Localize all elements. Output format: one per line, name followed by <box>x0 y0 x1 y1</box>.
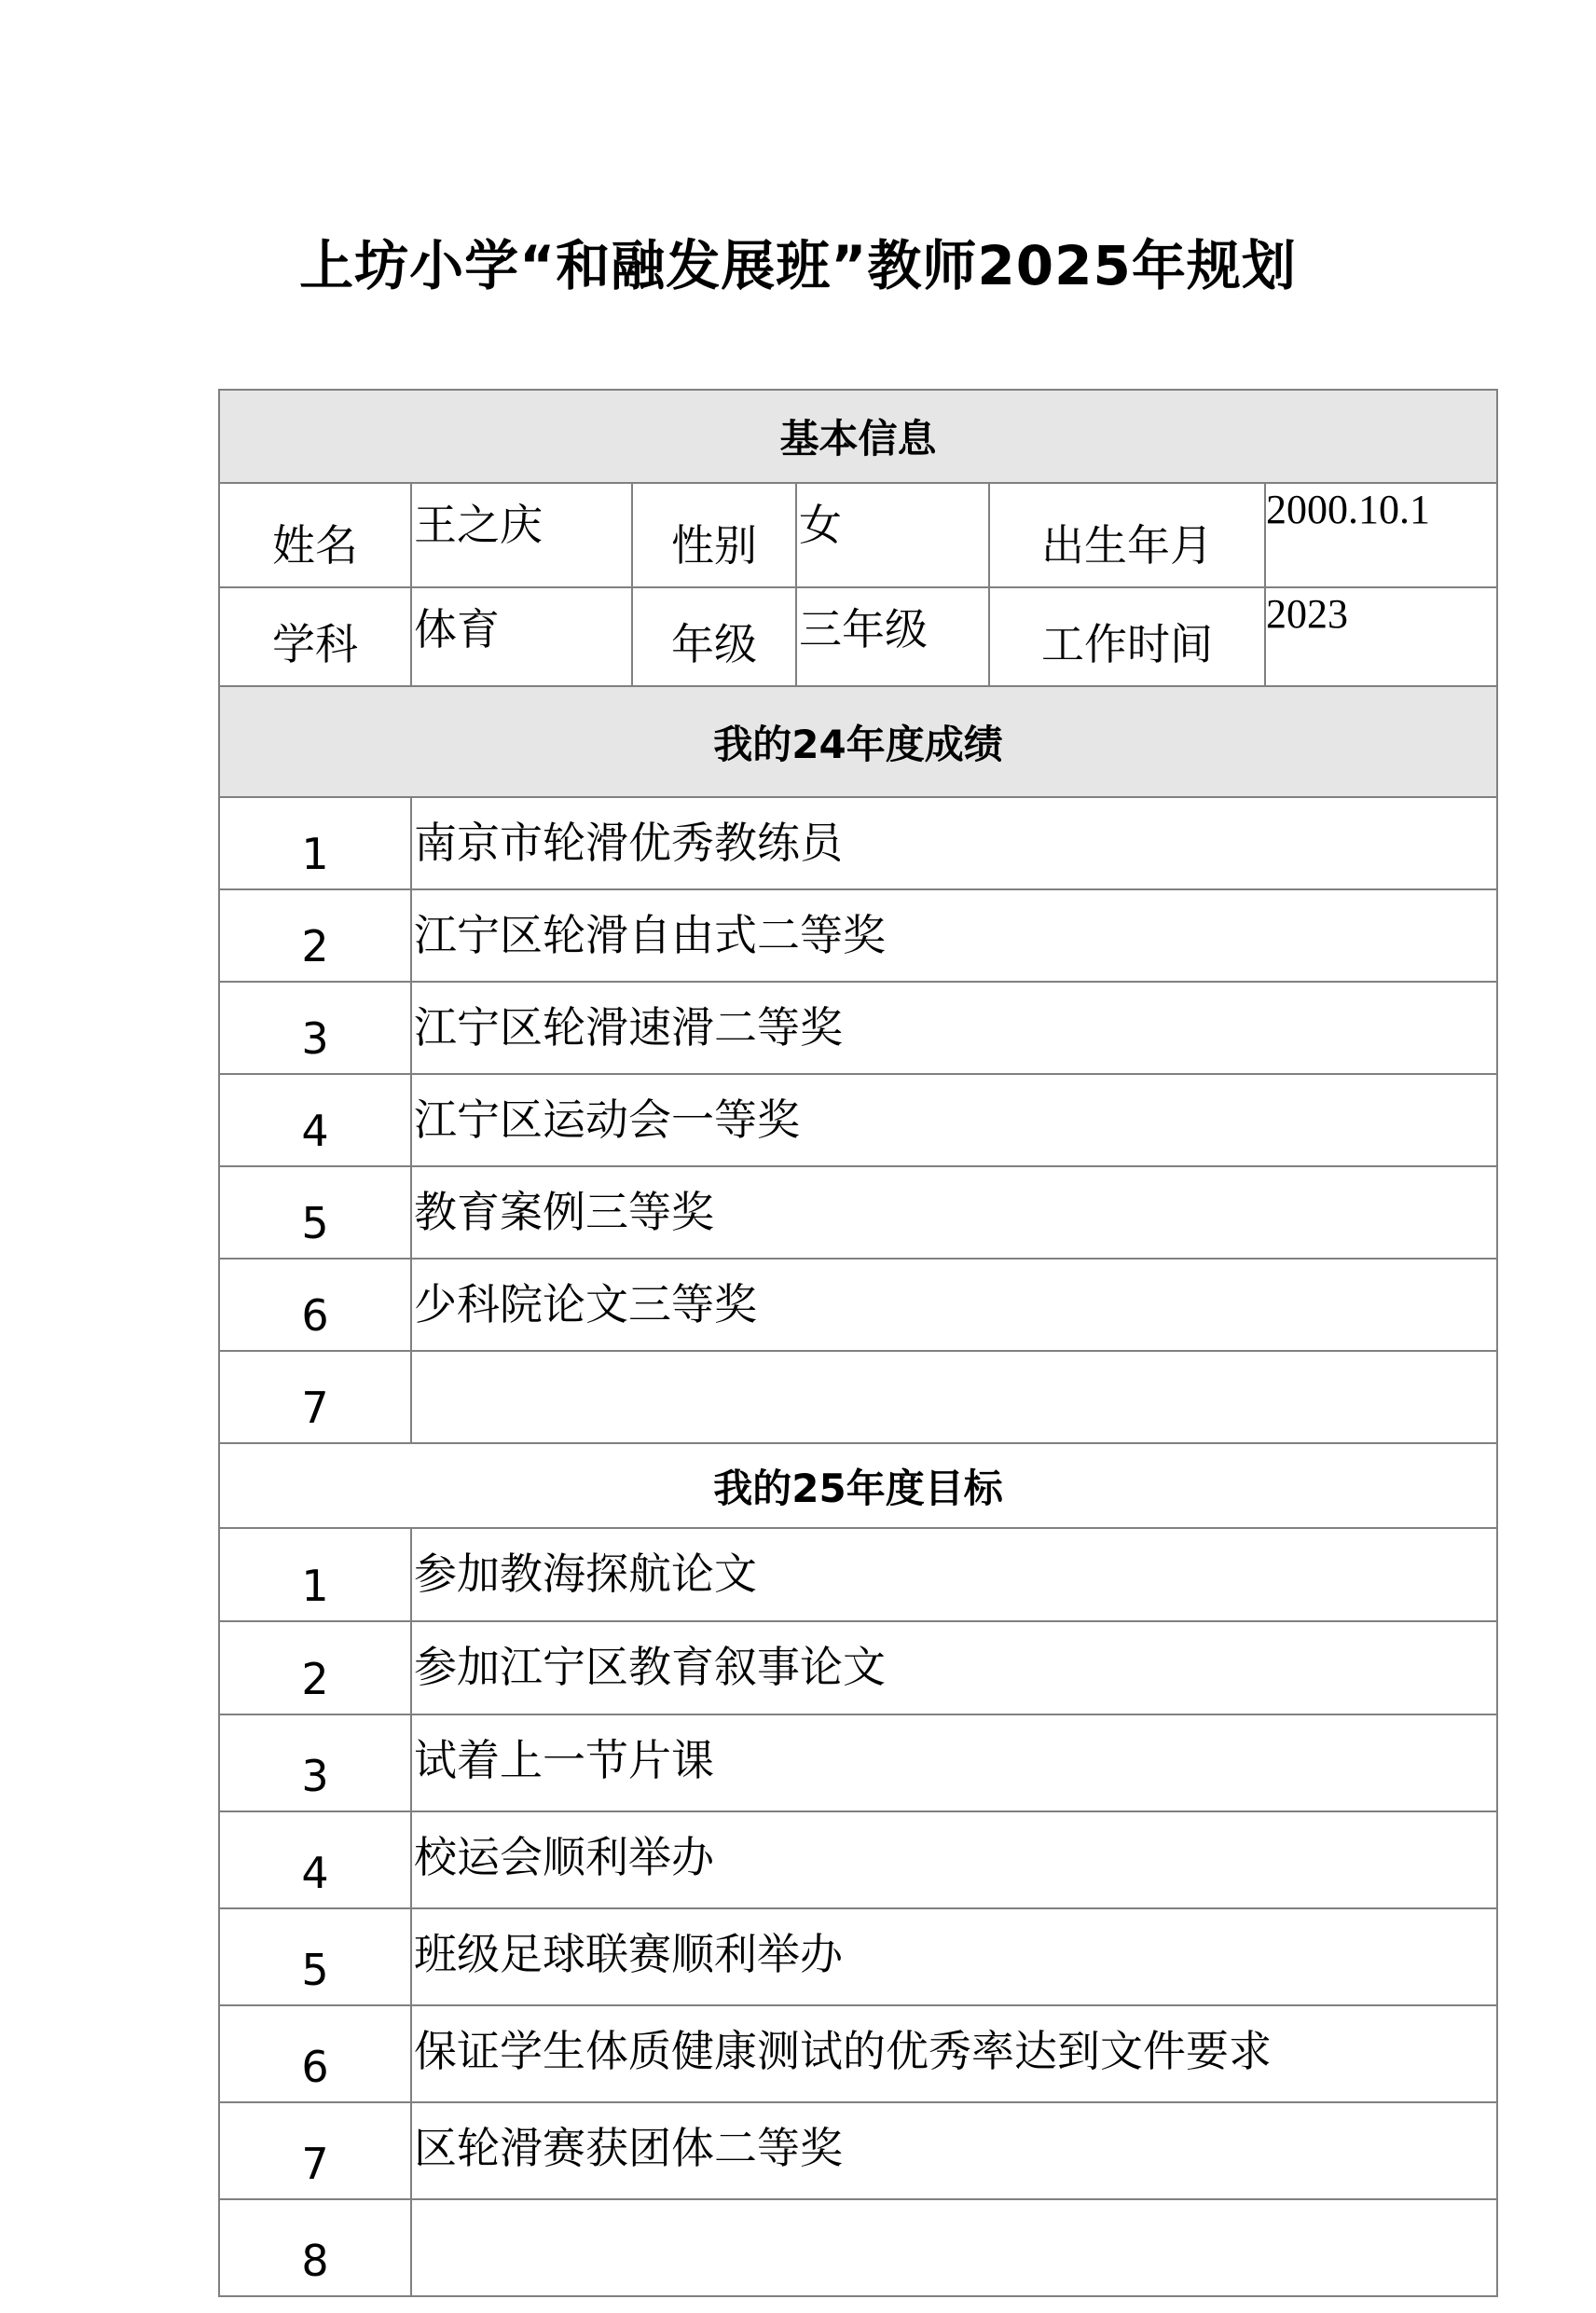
subject-value: 体育 <box>411 587 632 686</box>
achievement-number: 6 <box>219 1259 411 1351</box>
achievement-item: 江宁区轮滑速滑二等奖 <box>411 982 1497 1074</box>
goal-item: 试着上一节片课 <box>411 1714 1497 1811</box>
gender-value: 女 <box>796 483 989 587</box>
worktime-label: 工作时间 <box>989 587 1265 686</box>
goals-header: 我的25年度目标 <box>219 1443 1497 1528</box>
goal-number: 2 <box>219 1621 411 1714</box>
goal-number: 8 <box>219 2199 411 2296</box>
achievement-number: 4 <box>219 1074 411 1166</box>
goal-number: 4 <box>219 1811 411 1908</box>
achievement-number: 7 <box>219 1351 411 1443</box>
achievement-item: 南京市轮滑优秀教练员 <box>411 797 1497 889</box>
goal-item: 校运会顺利举办 <box>411 1811 1497 1908</box>
achievement-number: 5 <box>219 1166 411 1259</box>
goal-number: 3 <box>219 1714 411 1811</box>
achievement-number: 3 <box>219 982 411 1074</box>
achievement-item: 教育案例三等奖 <box>411 1166 1497 1259</box>
achievement-item: 江宁区轮滑自由式二等奖 <box>411 889 1497 982</box>
goal-number: 7 <box>219 2102 411 2199</box>
document-title: 上坊小学“和融发展班”教师2025年规划 <box>299 234 1297 297</box>
gender-label: 性别 <box>632 483 796 587</box>
subject-label: 学科 <box>219 587 411 686</box>
name-label: 姓名 <box>219 483 411 587</box>
achievement-number: 2 <box>219 889 411 982</box>
basic-info-header: 基本信息 <box>219 390 1497 483</box>
name-value: 王之庆 <box>411 483 632 587</box>
achievement-item: 江宁区运动会一等奖 <box>411 1074 1497 1166</box>
worktime-value: 2023 <box>1265 587 1497 686</box>
goal-item: 班级足球联赛顺利举办 <box>411 1908 1497 2005</box>
goal-number: 1 <box>219 1528 411 1621</box>
birth-label: 出生年月 <box>989 483 1265 587</box>
plan-table <box>218 389 1498 2297</box>
achievement-item: 少科院论文三等奖 <box>411 1259 1497 1351</box>
goal-item: 保证学生体质健康测试的优秀率达到文件要求 <box>411 2005 1497 2102</box>
goal-number: 5 <box>219 1908 411 2005</box>
birth-value: 2000.10.1 <box>1265 483 1497 587</box>
grade-label: 年级 <box>632 587 796 686</box>
grade-value: 三年级 <box>796 587 989 686</box>
goal-item <box>411 2199 1497 2296</box>
goal-item: 参加江宁区教育叙事论文 <box>411 1621 1497 1714</box>
goal-item: 区轮滑赛获团体二等奖 <box>411 2102 1497 2199</box>
achievement-number: 1 <box>219 797 411 889</box>
goal-number: 6 <box>219 2005 411 2102</box>
goal-item: 参加教海探航论文 <box>411 1528 1497 1621</box>
achievement-item <box>411 1351 1497 1443</box>
achievements-header: 我的24年度成绩 <box>219 686 1497 797</box>
